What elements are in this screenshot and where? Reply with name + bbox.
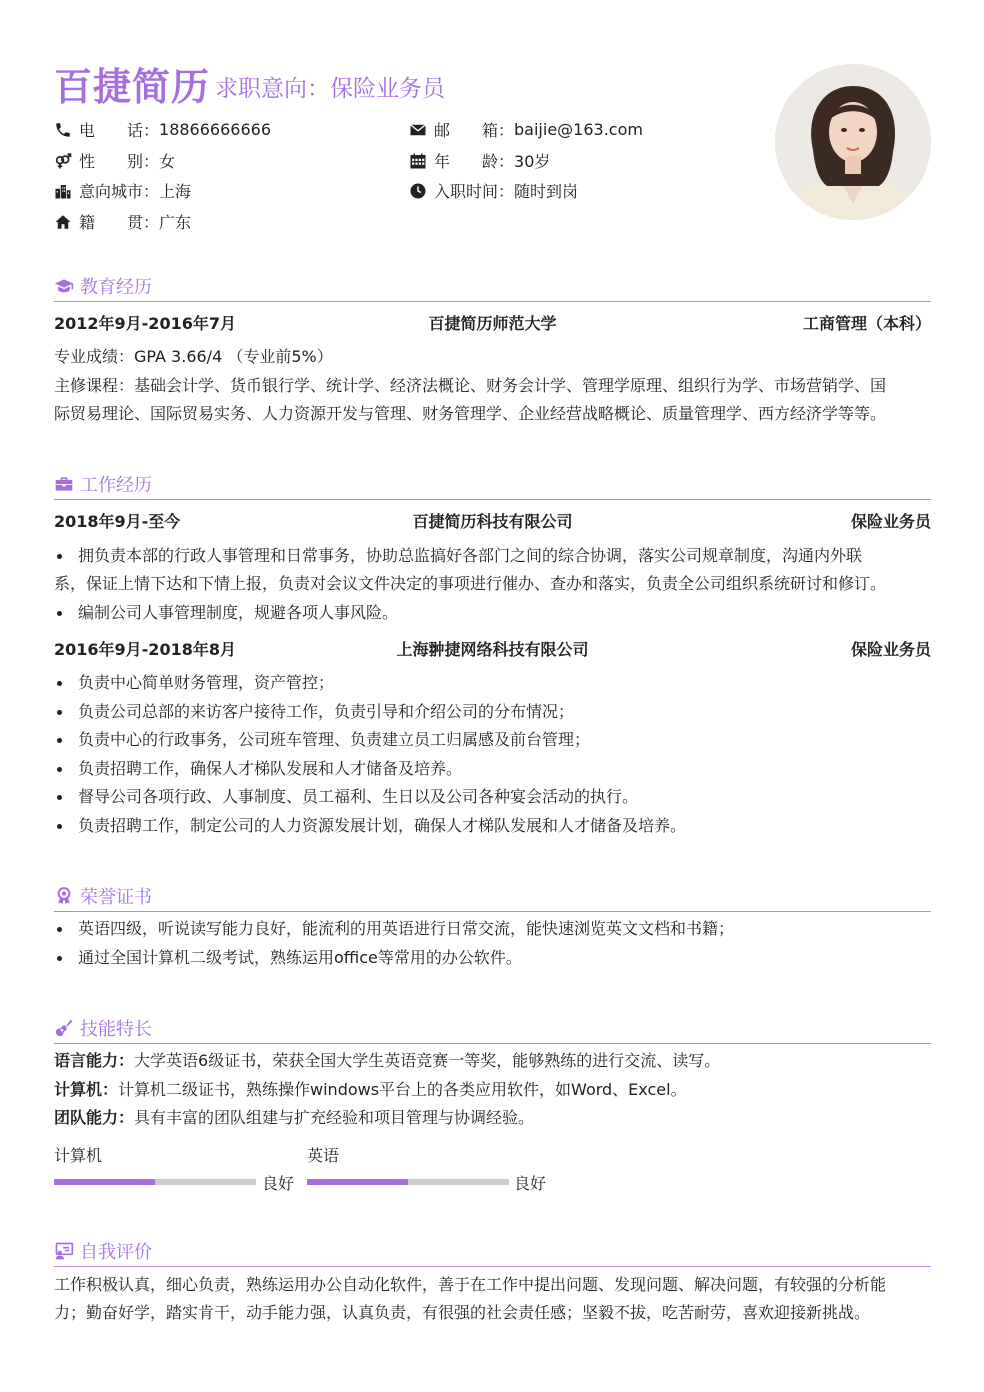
self-eval-line2: 力；勤奋好学，踏实肯干，动手能力强，认真负责，有很强的社会责任感；坚毅不拔，吃苦耐劳，喜欢迎接新挑战。 [54, 1303, 871, 1322]
honors-title: 荣誉证书 [80, 887, 152, 908]
job-2-bullet [54, 698, 934, 726]
skill-bar-computer [54, 1179, 256, 1185]
info-age [409, 149, 550, 172]
hometown-label: 籍 贯： [79, 213, 160, 232]
bullet-dot [57, 767, 62, 772]
info-gender [54, 149, 175, 172]
skills-divider [54, 1043, 931, 1044]
job-1-bullet-1-line2: 系，保证上情下达和下情上报，负责对会议文件决定的事项进行催办、查办和落实，负责全公司组织系统研讨和修订。 [54, 574, 887, 593]
skill-line-label: 语言能力： [54, 1051, 135, 1070]
education-score: 专业成绩：GPA 3.66/4 （专业前5%） [54, 347, 333, 366]
job-1-bullet-2 [54, 599, 934, 627]
bullet-dot [57, 927, 62, 932]
job-2-bullet [54, 812, 934, 840]
skill-line-team [54, 1104, 934, 1132]
education-divider [54, 301, 931, 302]
age-label: 年 龄： [434, 152, 515, 171]
skill-line-text: 大学英语6级证书，荣获全国大学生英语竞赛一等奖，能够熟练的进行交流、读写。 [134, 1051, 721, 1070]
info-email [409, 118, 643, 141]
work-divider [54, 499, 931, 500]
phone-icon [54, 121, 72, 139]
skill-bar-name: 英语 [307, 1146, 340, 1165]
skill-line-computer [54, 1076, 934, 1104]
education-section-title [54, 273, 152, 299]
job-2-position: 保险业务员 [850, 640, 931, 659]
graduation-cap-icon [54, 276, 74, 296]
skill-line-text: 计算机二级证书，熟练操作windows平台上的各类应用软件，如Word、Excel。 [118, 1080, 687, 1099]
work-section-title [54, 471, 152, 497]
honor-item [54, 915, 934, 943]
work-title: 工作经历 [80, 475, 152, 496]
skills-section-title [54, 1015, 152, 1041]
bullet-dot [57, 738, 62, 743]
gender-value: 女 [159, 152, 176, 171]
hometown-value: 广东 [159, 213, 192, 232]
self-eval-divider [54, 1266, 931, 1267]
skill-bar-name: 计算机 [54, 1146, 103, 1165]
honor-item [54, 944, 934, 972]
job-2-bullet-text: 督导公司各项行政、人事制度、员工福利、生日以及公司各种宴会活动的执行。 [78, 787, 639, 806]
presentation-icon [54, 1241, 74, 1261]
job-2-bullet-text: 负责中心的行政事务，公司班车管理、负责建立员工归属感及前台管理； [78, 730, 591, 749]
start-label: 入职时间： [434, 182, 515, 201]
job-2-bullet-text: 负责中心简单财务管理，资产管控； [78, 673, 335, 692]
bullet-dot [57, 795, 62, 800]
job-2-bullet [54, 783, 934, 811]
honor-text: 英语四级，听说读写能力良好，能流利的用英语进行日常交流，能快速浏览英文文档和书籍； [78, 919, 735, 938]
city-value: 上海 [159, 182, 192, 201]
education-courses-line2: 际贸易理论、国际贸易实务、人力资源开发与管理、财务管理学、企业经营战略概论、质量管理学、西方经济学等等。 [54, 404, 887, 423]
briefcase-icon [54, 474, 74, 494]
gender-label: 性 别： [79, 152, 160, 171]
job-2-period: 2016年9月-2018年8月 [54, 640, 236, 659]
info-hometown [54, 210, 191, 233]
phone-label: 电 话： [79, 121, 160, 140]
job-2-bullet-text: 负责招聘工作，制定公司的人力资源发展计划，确保人才梯队发展和人才储备及培养。 [78, 816, 687, 835]
city-icon [54, 182, 72, 200]
education-title: 教育经历 [80, 277, 152, 298]
job-2-company: 上海翀捷网络科技有限公司 [396, 640, 589, 659]
info-city [54, 179, 191, 202]
education-period: 2012年9月-2016年7月 [54, 314, 236, 333]
skill-bar-english [307, 1179, 509, 1185]
bullet-dot [57, 824, 62, 829]
honors-divider [54, 911, 931, 912]
info-start [409, 179, 578, 202]
info-phone [54, 118, 271, 141]
award-icon [54, 886, 74, 906]
city-label: 意向城市： [79, 182, 160, 201]
job-intent: 求职意向：保险业务员 [215, 76, 445, 102]
start-value: 随时到岗 [514, 182, 579, 201]
calendar-icon [409, 152, 427, 170]
skill-bar-fill [54, 1179, 155, 1185]
job-1-bullet-1 [54, 542, 934, 570]
education-school: 百捷简历师范大学 [428, 314, 557, 333]
avatar-photo [775, 64, 931, 220]
mail-icon [409, 121, 427, 139]
job-2-bullet [54, 726, 934, 754]
job-2-bullet-text: 负责招聘工作，确保人才梯队发展和人才储备及培养。 [78, 759, 463, 778]
self-eval-title: 自我评价 [80, 1242, 152, 1263]
job-1-bullet-2-text: 编制公司人事管理制度，规避各项人事风险。 [78, 603, 399, 622]
email-value: baijie@163.com [514, 120, 643, 139]
education-courses-line1: 主修课程：基础会计学、货币银行学、统计学、经济法概论、财务会计学、管理学原理、组织行为学、市场营销学、国 [54, 376, 887, 395]
job-2-bullet [54, 669, 934, 697]
job-1-bullet-1-line1: 拥负责本部的行政人事管理和日常事务，协助总监搞好各部门之间的综合协调，落实公司规章制度，沟通内外联 [78, 546, 863, 565]
gender-icon [54, 152, 72, 170]
phone-value: 18866666666 [159, 120, 271, 139]
self-eval-line1: 工作积极认真，细心负责，熟练运用办公自动化软件，善于在工作中提出问题、发现问题、解决问题，有较强的分析能 [54, 1275, 887, 1294]
avatar [775, 64, 931, 220]
bullet-dot [57, 681, 62, 686]
honor-text: 通过全国计算机二级考试，熟练运用office等常用的办公软件。 [78, 948, 522, 967]
job-2-bullet-text: 负责公司总部的来访客户接待工作，负责引导和介绍公司的分布情况； [78, 702, 575, 721]
job-1-period: 2018年9月-至今 [54, 512, 181, 531]
job-1-position: 保险业务员 [850, 512, 931, 531]
bullet-dot [57, 611, 62, 616]
skill-bar-level: 良好 [514, 1174, 547, 1193]
skill-bar-level: 良好 [262, 1174, 295, 1193]
email-label: 邮 箱： [434, 121, 515, 140]
skill-line-text: 具有丰富的团队组建与扩充经验和项目管理与协调经验。 [134, 1108, 535, 1127]
age-value: 30岁 [514, 152, 551, 171]
honors-section-title [54, 883, 152, 909]
clock-icon [409, 182, 427, 200]
skill-bar-fill [307, 1179, 408, 1185]
self-eval-section-title [54, 1238, 152, 1264]
job-1-company: 百捷简历科技有限公司 [412, 512, 573, 531]
skill-line-label: 计算机： [54, 1080, 119, 1099]
skill-line-language [54, 1047, 934, 1075]
guitar-icon [54, 1018, 74, 1038]
job-2-bullet [54, 755, 934, 783]
skill-line-label: 团队能力： [54, 1108, 135, 1127]
education-major: 工商管理（本科） [802, 314, 931, 333]
bullet-dot [57, 554, 62, 559]
bullet-dot [57, 710, 62, 715]
home-icon [54, 213, 72, 231]
resume-name: 百捷简历 [54, 65, 211, 109]
bullet-dot [57, 956, 62, 961]
skills-title: 技能特长 [80, 1019, 152, 1040]
